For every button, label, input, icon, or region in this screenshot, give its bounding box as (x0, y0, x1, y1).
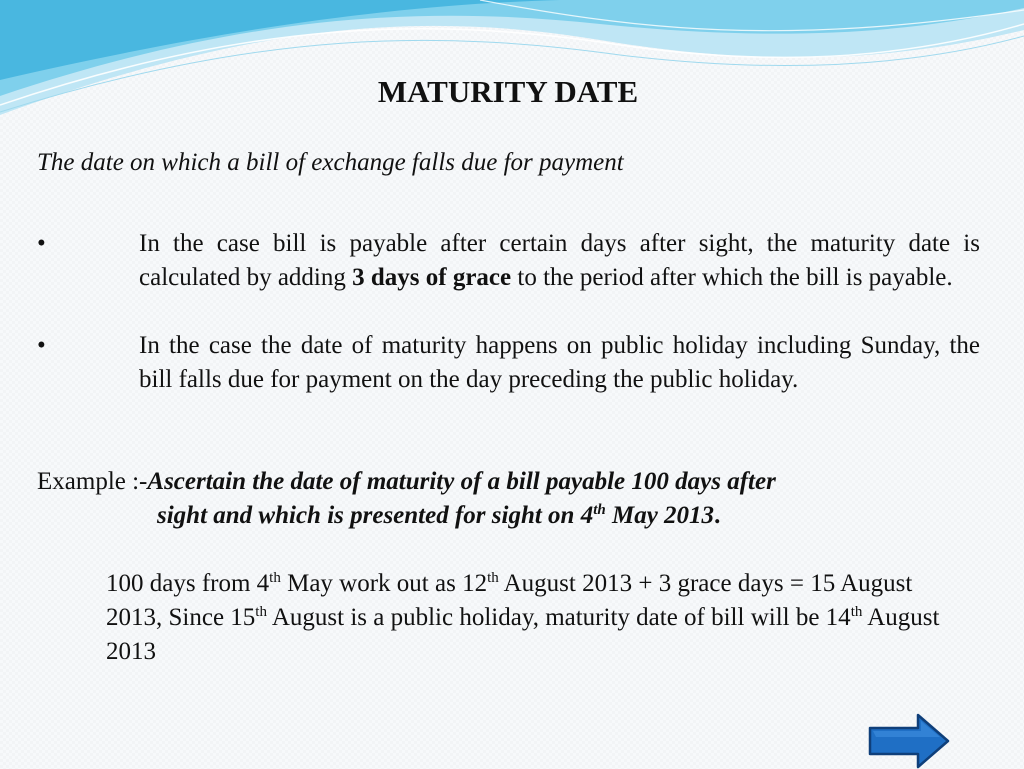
answer-text-part: August is a public holiday, maturity date of bill will be 14 (266, 604, 851, 631)
ordinal-suffix: th (593, 502, 606, 518)
bullet-item-1 (37, 227, 980, 295)
question-text-part: sight and which is presented for sight on 4 (157, 502, 594, 529)
definition-subtitle: The date on which a bill of exchange falls due for payment (37, 149, 624, 176)
answer-text-part: 100 days from 4 (106, 570, 270, 597)
example-label: Example :- (37, 468, 148, 495)
right-arrow-icon[interactable] (868, 713, 950, 769)
ordinal-suffix: th (269, 570, 281, 586)
answer-text-part: August 2013 (106, 604, 940, 665)
page-title: MATURITY DATE (377, 74, 639, 109)
ordinal-suffix: th (850, 604, 863, 620)
example-question (37, 465, 980, 533)
question-period: . (714, 502, 721, 529)
example-question-line2 (157, 502, 714, 529)
bullet-item-2 (37, 329, 980, 397)
ordinal-suffix: th (255, 604, 267, 620)
example-answer (106, 567, 966, 669)
bullet-text-part: In the case bill is payable after certain days after sight, the maturity date is calculated by adding (139, 230, 980, 291)
bullet-text (139, 227, 980, 295)
answer-text-part: May work out as 12 (280, 570, 488, 597)
bullet-marker: • (37, 332, 46, 359)
header-wave-decoration (0, 0, 1024, 130)
answer-text-part: August 2013 + 3 grace days = 15 August 2013, Since 15 (106, 570, 913, 631)
ordinal-suffix: th (487, 570, 499, 586)
bullet-text: In the case the date of maturity happens on public holiday including Sunday, the bill falls due for payment on the day preceding the public holiday. (139, 332, 980, 393)
bullet-marker: • (37, 230, 46, 257)
example-question-line1: Ascertain the date of maturity of a bill payable 100 days after (147, 468, 776, 495)
question-text-part: May 2013 (605, 502, 715, 529)
bullet-text-part: to the period after which the bill is payable. (511, 264, 953, 291)
bullet-bold-text: 3 days of grace (352, 264, 512, 291)
